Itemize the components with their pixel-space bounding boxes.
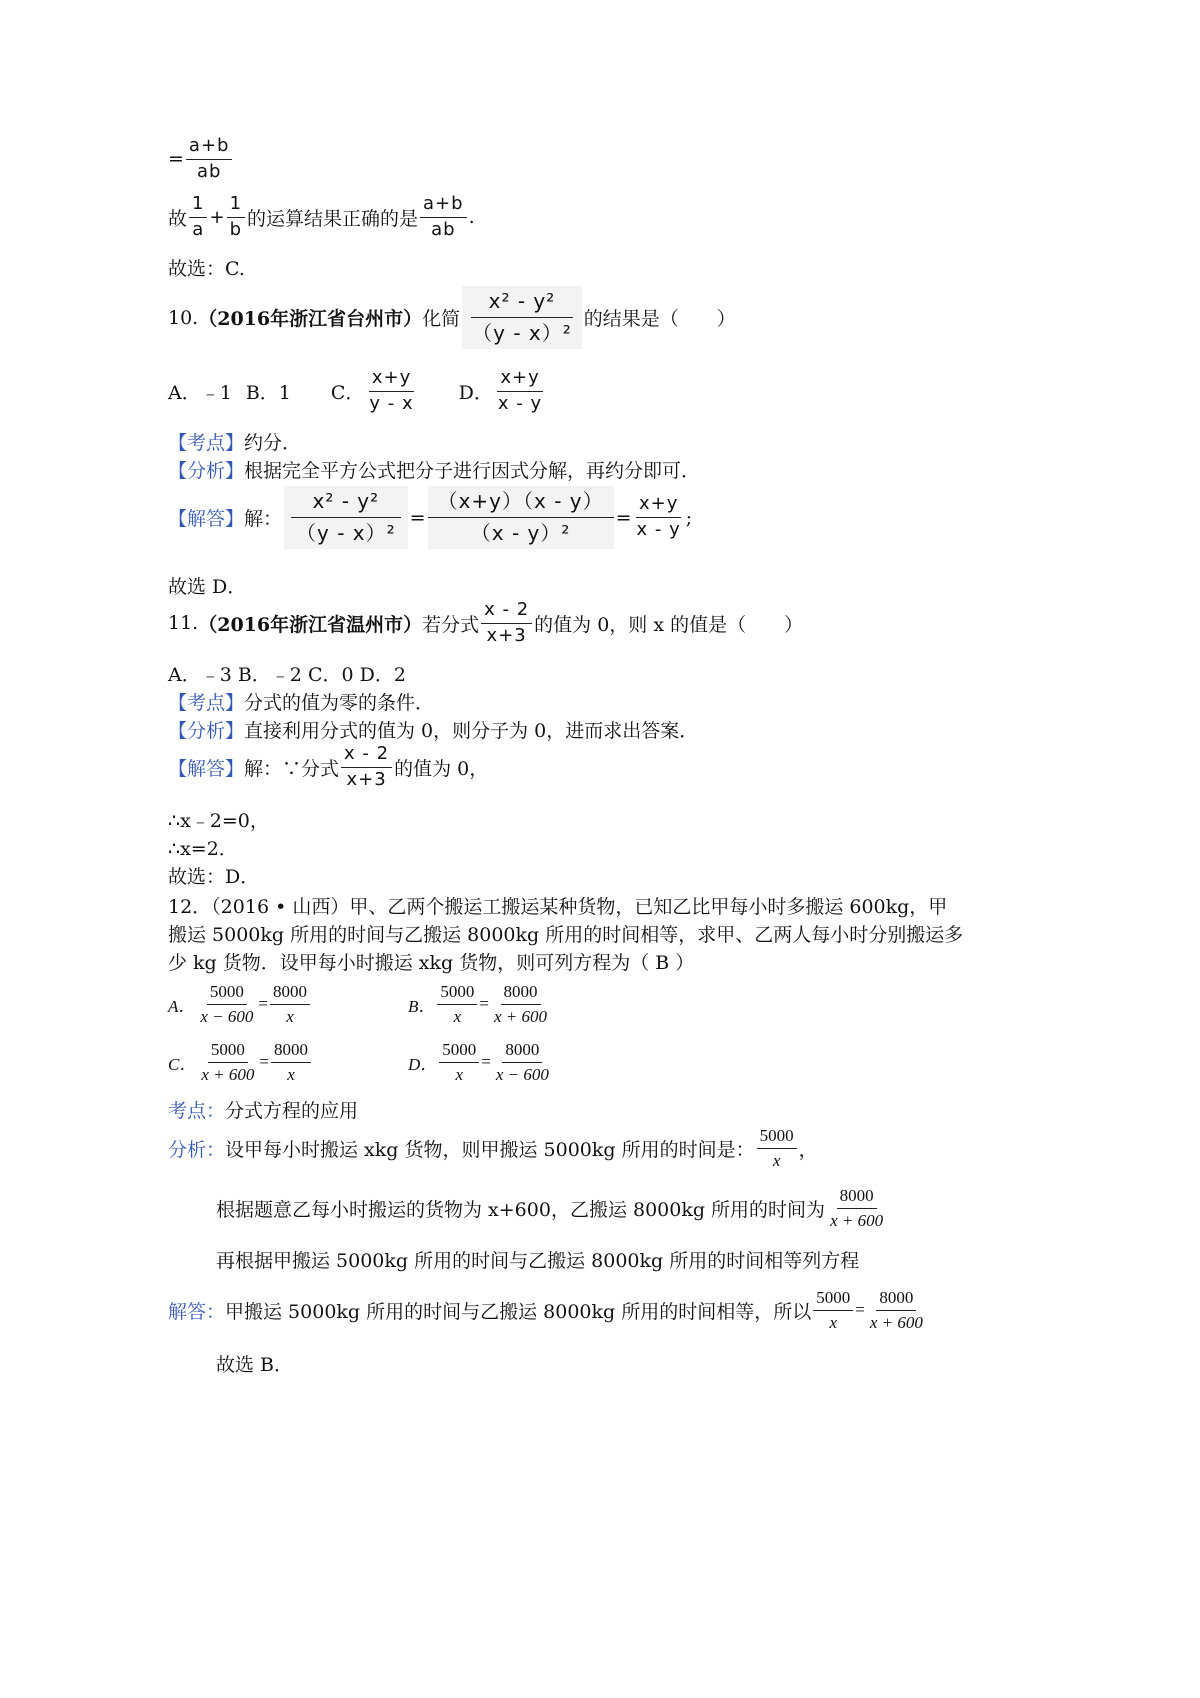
question-number: 10. [168, 306, 199, 329]
q9-conclusion: 故 $\frac{1}{a}$ + $\frac{1}{b}$ 的运算结果正确的是 $\frac{a+b}{ab}$ . [168, 193, 475, 240]
fraction: $\frac{\text{x² - y²}}{\text{（y - x）²}}$ [462, 286, 582, 349]
fraction: $\frac{8000}{x + 600}$ [869, 1288, 923, 1332]
q12-jieda: 解答： 甲搬运 5000kg 所用的时间与乙搬运 8000kg 所用的时间相等，所以 $\frac{5000}{x}$ = $\frac{8000}{x + 600}$ [168, 1288, 928, 1332]
fraction: $\frac{5000}{x - 600}$ [200, 982, 254, 1026]
question-source: （2016年浙江省台州市） [198, 308, 423, 330]
fraction: $\frac{5000}{x}$ [813, 1288, 853, 1332]
q11-stem: 11. （2016年浙江省温州市） 若分式 $\frac{x - 2}{x+3}$ 的值为 0，则 x 的值是（ ） [168, 599, 804, 646]
q11-step1: ∴x﹣2=0， [168, 810, 269, 832]
fraction: $\frac{5000}{x + 600}$ [201, 1040, 255, 1084]
q12-option-d: D． $\frac{5000}{x}$ = $\frac{8000}{x - 600}$ [408, 1040, 554, 1084]
q12-stem-line3: 少 kg 货物．设甲每小时搬运 xkg 货物，则可列方程为（ B ） [168, 952, 695, 974]
fenxi-tag: 【分析】 [168, 720, 245, 742]
q11-answer: 故选：D． [168, 866, 260, 888]
q11-kaodian: 【考点】 分式的值为零的条件． [168, 688, 434, 715]
q9-answer: 故选：C. [168, 258, 245, 280]
fraction: $\frac{\text{x² - y²}}{\text{（y - x）²}}$ [284, 486, 408, 549]
q12-fenxi-line2: 根据题意乙每小时搬运的货物为 x+600，乙搬运 8000kg 所用的时间为 $\frac{8000}{x + 600}$ [216, 1186, 888, 1230]
kaodian-tag: 【考点】 [168, 432, 245, 454]
option-c: $\frac{x+y}{y - x}$ [369, 367, 414, 414]
jieda-tag: 【解答】 [168, 508, 245, 530]
option-d-label: D． [458, 381, 493, 404]
q11-fenxi: 【分析】 直接利用分式的值为 0，则分子为 0，进而求出答案． [168, 716, 698, 743]
q11-step2: ∴x=2． [168, 838, 238, 860]
fenxi-tag: 分析： [168, 1138, 226, 1161]
q10-fenxi: 【分析】 根据完全平方公式把分子进行因式分解，再约分即可． [168, 456, 700, 483]
q12-option-b: B． $\frac{5000}{x}$ = $\frac{8000}{x + 600}$ [408, 982, 552, 1026]
q10-stem: 10. （2016年浙江省台州市） 化简 $\frac{\text{x² - y²}}{\text{（y - x）²}}$ 的结果是（ ） [168, 286, 736, 349]
fraction: $\frac{5000}{x}$ [439, 1040, 479, 1084]
q12-answer: 故选 B． [216, 1354, 294, 1376]
question-source: （2016年浙江省温州市） [198, 613, 423, 636]
q12-fenxi-line1: 分析： 设甲每小时搬运 xkg 货物，则甲搬运 5000kg 所用的时间是： $\frac{5000}{x}$ ， [168, 1126, 818, 1170]
q12-option-a: A． $\frac{5000}{x - 600}$ = $\frac{8000}{x}$ [168, 982, 312, 1026]
q9-result-line [168, 136, 234, 182]
fraction: $\frac{5000}{x}$ [757, 1126, 797, 1170]
fraction: $\frac{x+y}{x - y}$ [636, 493, 681, 540]
fraction: $\frac{8000}{x - 600}$ [495, 1040, 549, 1084]
kaodian-tag: 【考点】 [168, 692, 245, 714]
question-number: 11. [168, 612, 199, 635]
q12-option-c: C． $\frac{5000}{x + 600}$ = $\frac{8000}{x}$ [168, 1040, 313, 1084]
option-d: $\frac{x+y}{x - y}$ [497, 367, 543, 414]
q10-answer: 故选 D． [168, 576, 247, 598]
fraction: $\frac{8000}{x + 600}$ [830, 1186, 884, 1230]
fraction: $\frac{x - 2}{x+3}$ [341, 744, 392, 790]
q12-kaodian: 考点： 分式方程的应用 [168, 1096, 358, 1123]
fenxi-tag: 【分析】 [168, 460, 245, 482]
q12-stem-line1: 12．（2016 • 山西）甲、乙两个搬运工搬运某种货物，已知乙比甲每小时多搬运 600kg，甲 [168, 896, 948, 918]
q12-fenxi-line3: 再根据甲搬运 5000kg 所用的时间与乙搬运 8000kg 所用的时间相等列方程 [216, 1250, 860, 1272]
jieda-tag: 解答： [168, 1300, 226, 1323]
option-b: B．1 [245, 381, 291, 404]
fraction: $\frac{(x+y)(x - y)}{\text{（x - y）²}}$ [428, 486, 614, 549]
q10-kaodian: 【考点】 约分． [168, 428, 301, 455]
fraction: $\frac{a+b}{ab}$ [420, 194, 467, 240]
fraction: $\frac{8000}{x}$ [271, 1040, 311, 1084]
fraction: $\frac{1}{a}$ [189, 194, 207, 240]
q11-options: A．﹣3 B．﹣2 C．0 D．2 [168, 664, 406, 686]
equals-sign: = [168, 148, 184, 171]
q12-stem-line2: 搬运 5000kg 所用的时间与乙搬运 8000kg 所用的时间相等，求甲、乙两人每小时分别搬运多 [168, 924, 964, 946]
option-a: A．﹣1 [168, 381, 232, 404]
fraction: $\frac{8000}{x}$ [270, 982, 310, 1026]
q10-options [168, 368, 547, 414]
fraction: $\frac{1}{b}$ [227, 194, 245, 240]
fraction: $\frac{a+b}{ab}$ [186, 136, 233, 182]
option-c-label: C． [330, 381, 365, 404]
q10-jieda: 【解答】 解： $\frac{\text{x² - y²}}{\text{（y - x）²}}$ = $\frac{(x+y)(x - y)}{\text{（x - y）²}}$ = $\frac{x+y}{x - y}$ ; [168, 486, 692, 549]
jieda-tag: 【解答】 [168, 757, 245, 780]
fraction: $\frac{x - 2}{x+3}$ [481, 600, 532, 646]
fraction: $\frac{8000}{x + 600}$ [493, 982, 548, 1026]
fraction: $\frac{5000}{x}$ [437, 982, 477, 1026]
q11-jieda: 【解答】 解：∵分式 $\frac{x - 2}{x+3}$ 的值为 0， [168, 743, 489, 790]
kaodian-tag: 考点： [168, 1100, 226, 1122]
